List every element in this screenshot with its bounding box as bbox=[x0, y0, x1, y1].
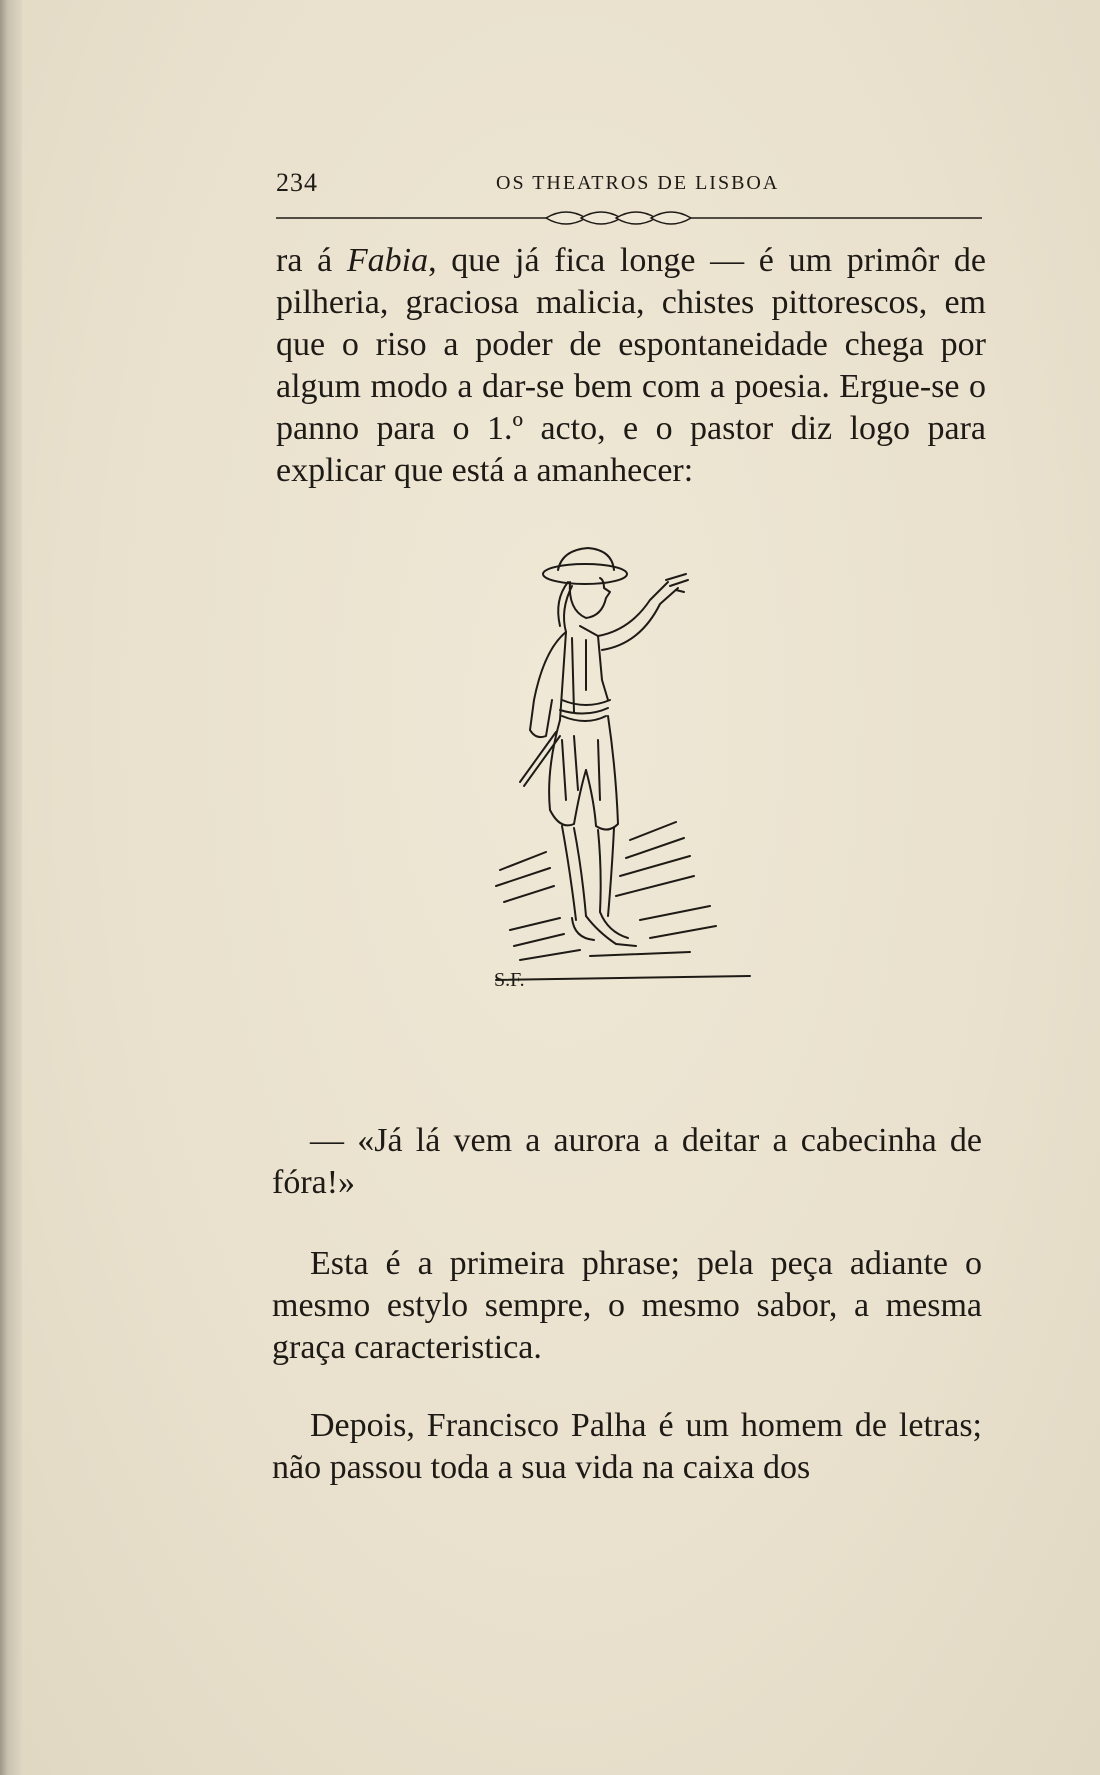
paragraph-francisco-palha: Depois, Francisco Palha é um homem de letras; não passou toda a sua vida na caixa dos bbox=[272, 1407, 982, 1486]
shepherd-illustration bbox=[490, 540, 780, 1060]
illustrator-monogram: S.F. bbox=[494, 969, 525, 991]
paragraph1-start: ra á bbox=[276, 242, 347, 279]
play-title-fabia: Fabia bbox=[346, 242, 429, 279]
paragraph-continuation bbox=[276, 240, 986, 492]
page-gutter bbox=[0, 0, 22, 1775]
paragraph-first-phrase: Esta é a primeira phrase; pela peça adiante o mesmo estylo sempre, o mesmo sabor, a mesma graça caracteristica. bbox=[272, 1245, 982, 1366]
page-header bbox=[276, 168, 982, 202]
header-ornament-rule bbox=[276, 204, 982, 234]
running-title: OS THEATROS DE LISBOA bbox=[496, 172, 780, 194]
page-number: 234 bbox=[276, 168, 318, 197]
paragraph1-rest: , que já fica longe — é um primôr de pilheria, graciosa malicia, chistes pittorescos, em que o riso a poder de espontaneidade chega por algum modo a dar-se bem com a poesia. Ergue-se o panno para o 1.º acto, e o pastor diz logo para explicar que está a amanhecer: bbox=[276, 242, 986, 489]
shepherd-quote: — «Já lá vem a aurora a deitar a cabecinha de fóra!» bbox=[272, 1122, 982, 1201]
